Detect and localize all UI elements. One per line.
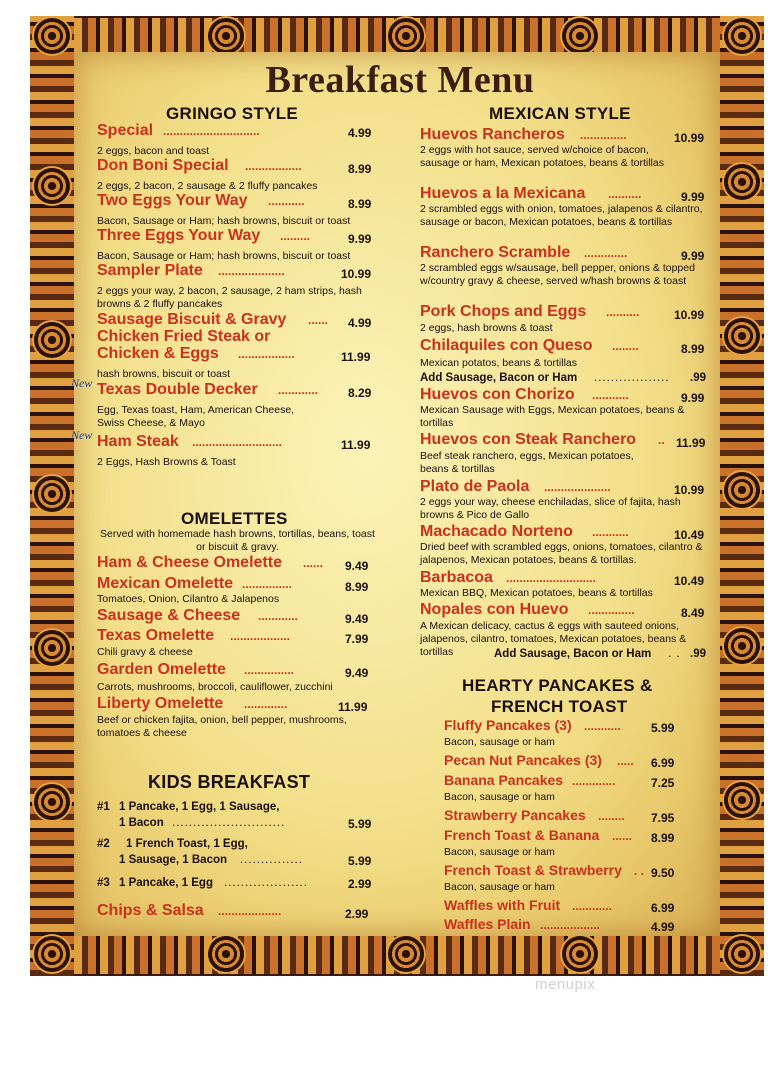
kids-item-number: #1 — [97, 801, 110, 813]
leader-dots: .................. — [540, 918, 601, 932]
leader-dots: ................... — [218, 904, 282, 918]
kids-item-price: 5.99 — [348, 817, 372, 831]
border-medallion-icon — [724, 936, 760, 972]
border-medallion-icon — [388, 936, 424, 972]
border-medallion-icon — [34, 18, 70, 54]
leader-dots: ........... — [584, 719, 621, 733]
mexican-item-name: Huevos a la Mexicana — [420, 185, 586, 202]
border-medallion-icon — [208, 936, 244, 972]
gringo-item-name: Three Eggs Your Way — [97, 227, 261, 244]
pancake-item-name: Pecan Nut Pancakes (3) — [444, 752, 602, 768]
omelettes-note: Served with homemade hash browns, tortillas, beans, toast or biscuit & gravy. — [100, 528, 375, 553]
mexican-item-desc: A Mexican delicacy, cactus & eggs with sauteed onions, jalapenos, cilantro, tomatoes, Mexican potatoes, beans & tortillas — [420, 620, 687, 658]
pancake-item-name: Waffles with Fruit — [444, 897, 561, 913]
pancake-item-desc: Bacon, sausage or ham — [444, 736, 555, 748]
pancake-item-name: French Toast & Strawberry — [444, 862, 622, 878]
omelette-item-desc: Chili gravy & cheese — [97, 646, 193, 658]
leader-dots: ............ — [278, 383, 319, 397]
leader-dots: .................. — [594, 372, 670, 384]
mexican-addon-price: .99 — [690, 648, 706, 660]
gringo-item-price: 8.29 — [348, 386, 372, 400]
leader-dots: .................... — [218, 264, 285, 278]
leader-dots: ............... — [240, 854, 303, 866]
omelette-item-price: 8.99 — [345, 580, 369, 594]
leader-dots: .................... — [224, 877, 308, 889]
gringo-item-name: Sausage Biscuit & Gravy — [97, 311, 287, 328]
pancake-item-price: 7.25 — [651, 776, 675, 790]
chips-name: Chips & Salsa — [97, 902, 204, 919]
pancakes-heading: HEARTY PANCAKES & — [462, 676, 653, 695]
menu-title: Breakfast Menu — [265, 59, 535, 101]
gringo-item-desc: Bacon, Sausage or Ham; hash browns, biscuit or toast — [97, 250, 351, 262]
border-medallion-icon — [562, 936, 598, 972]
mexican-item-price: 10.99 — [674, 483, 705, 497]
kids-item-number: #2 — [97, 838, 110, 850]
border-medallion-icon — [208, 18, 244, 54]
omelette-item-price: 11.99 — [338, 700, 368, 714]
mexican-item-price: 9.99 — [681, 249, 705, 263]
mexican-item-name: Huevos con Steak Ranchero — [420, 431, 637, 448]
mexican-item-price: 10.99 — [674, 308, 705, 322]
mexican-item-price: 10.49 — [674, 574, 705, 588]
mexican-item-desc: 2 eggs, hash browns & toast — [420, 322, 553, 334]
gringo-item-price: 4.99 — [348, 126, 372, 140]
omelette-item-name: Garden Omelette — [97, 661, 226, 678]
mexican-item-desc: Mexican potatos, beans & tortillas — [420, 357, 577, 369]
border-medallion-icon — [724, 628, 760, 664]
leader-dots: ............... — [244, 663, 295, 677]
mexican-item-price: 8.99 — [681, 342, 705, 356]
gringo-item-price: 4.99 — [348, 316, 372, 330]
kids-item-line: 1 Bacon — [119, 817, 164, 829]
mexican-item-desc: Mexican BBQ, Mexican potatoes, beans & tortillas — [420, 587, 653, 599]
leader-dots: ............ — [258, 609, 299, 623]
leader-dots: ...... — [612, 829, 633, 843]
border-medallion-icon — [724, 318, 760, 354]
omelette-item-name: Sausage & Cheese — [97, 607, 241, 624]
mexican-item-name: Barbacoa — [420, 569, 493, 586]
leader-dots: ........................... — [192, 435, 283, 449]
omelettes-heading: OMELETTES — [181, 509, 288, 528]
omelette-item-name: Liberty Omelette — [97, 695, 224, 712]
border-medallion-icon — [34, 936, 70, 972]
border-medallion-icon — [34, 322, 70, 358]
leader-dots: .......... — [608, 187, 642, 201]
border-medallion-icon — [34, 630, 70, 666]
omelette-item-price: 9.49 — [345, 559, 369, 573]
gringo-item-price: 11.99 — [341, 350, 371, 364]
new-badge: New — [71, 428, 93, 442]
mexican-item-desc: Beef steak ranchero, eggs, Mexican potatoes, beans & tortillas — [420, 450, 634, 475]
leader-dots: ...... — [308, 313, 329, 327]
pancake-item-name: Waffles Plain — [444, 916, 531, 932]
kids-item-price: 5.99 — [348, 854, 372, 868]
mexican-item-name: Pork Chops and Eggs — [420, 303, 587, 320]
pancake-item-name: Strawberry Pancakes — [444, 807, 586, 823]
leader-dots: ................. — [238, 347, 295, 361]
pancake-item-price: 8.99 — [651, 831, 675, 845]
leader-dots: ........... — [592, 388, 629, 402]
mexican-item-name: Huevos Rancheros — [420, 126, 565, 143]
mexican-addon-price: .99 — [690, 372, 706, 384]
mexican-item-price: 11.99 — [676, 436, 706, 450]
pancakes-heading-line2: FRENCH TOAST — [491, 697, 628, 716]
pancake-item-desc: Bacon, sausage or ham — [444, 881, 555, 893]
mexican-item-price: 10.49 — [674, 528, 705, 542]
mexican-item-price: 9.99 — [681, 190, 705, 204]
mexican-item-price: 10.99 — [674, 131, 705, 145]
mexican-item-name: Nopales con Huevo — [420, 601, 569, 618]
border-medallion-icon — [724, 18, 760, 54]
mexican-addon: Add Sausage, Bacon or Ham — [494, 648, 652, 660]
mexican-item-price: 8.49 — [681, 606, 705, 620]
omelette-item-price: 9.49 — [345, 612, 369, 626]
leader-dots: ............... — [242, 577, 293, 591]
gringo-heading: GRINGO STYLE — [166, 104, 299, 123]
leader-dots: .................. — [230, 629, 291, 643]
pancake-item-desc: Bacon, sausage or ham — [444, 846, 555, 858]
leader-dots: ........................... — [506, 571, 597, 585]
leader-dots: ........ — [612, 339, 639, 353]
leader-dots: .............. — [580, 128, 627, 142]
leader-dots: ...... — [303, 556, 324, 570]
mexican-item-name: Plato de Paola — [420, 478, 530, 495]
border-medallion-icon — [34, 784, 70, 820]
omelette-item-name: Ham & Cheese Omelette — [97, 554, 282, 571]
kids-item-price: 2.99 — [348, 877, 372, 891]
leader-dots: ............. — [244, 697, 288, 711]
omelette-item-price: 7.99 — [345, 632, 369, 646]
gringo-item-name: Sampler Plate — [97, 262, 203, 279]
leader-dots: ........... — [268, 194, 305, 208]
leader-dots: ............................. — [163, 124, 260, 138]
mexican-heading: MEXICAN STYLE — [489, 104, 631, 123]
border-medallion-icon — [388, 18, 424, 54]
pancake-item-price: 7.95 — [651, 811, 675, 825]
kids-item-line: 1 French Toast, 1 Egg, — [126, 838, 248, 850]
kids-item-number: #3 — [97, 877, 110, 889]
mexican-item-name: Ranchero Scramble — [420, 244, 571, 261]
border-medallion-icon — [724, 782, 760, 818]
mexican-item-desc: Dried beef with scrambled eggs, onions, tomatoes, cilantro & jalapenos, Mexican potatoes, beans & tortillas. — [420, 541, 703, 566]
mexican-item-name: Huevos con Chorizo — [420, 386, 575, 403]
gringo-item-name: Ham Steak — [97, 433, 179, 450]
leader-dots: .............. — [588, 603, 635, 617]
gringo-item-price: 8.99 — [348, 162, 372, 176]
gringo-item-desc: 2 Eggs, Hash Browns & Toast — [97, 456, 236, 468]
kids-item-line: 1 Pancake, 1 Egg — [119, 877, 213, 889]
leader-dots: ............. — [584, 246, 628, 260]
kids-heading: KIDS BREAKFAST — [148, 772, 311, 792]
gringo-item-name: Two Eggs Your Way — [97, 192, 248, 209]
border-medallion-icon — [34, 168, 70, 204]
leader-dots: .......... — [606, 305, 640, 319]
omelette-item-desc: Beef or chicken fajita, onion, bell pepper, mushrooms, tomatoes & cheese — [97, 714, 347, 739]
pancake-item-name: French Toast & Banana — [444, 827, 600, 843]
gringo-item-name-line2: Chicken & Eggs — [97, 345, 219, 362]
pancake-item-name: Fluffy Pancakes (3) — [444, 717, 572, 733]
pancake-item-desc: Bacon, sausage or ham — [444, 791, 555, 803]
pancake-item-price: 6.99 — [651, 756, 675, 770]
mexican-item-desc: 2 scrambled eggs with onion, tomatoes, jalapenos & cilantro, sausage or bacon, Mexican potatoes, beans & tortillas — [420, 203, 703, 228]
leader-dots: .................... — [544, 480, 611, 494]
leader-dots: ........ — [598, 809, 625, 823]
omelette-item-price: 9.49 — [345, 666, 369, 680]
border-medallion-icon — [724, 472, 760, 508]
mexican-item-desc: 2 eggs your way, cheese enchiladas, slice of fajita, hash browns & Pico de Gallo — [420, 496, 681, 521]
omelette-item-name: Texas Omelette — [97, 627, 215, 644]
pancake-item-name: Banana Pancakes — [444, 772, 564, 788]
kids-item-line: 1 Pancake, 1 Egg, 1 Sausage, — [119, 801, 280, 813]
gringo-item-price: 9.99 — [348, 232, 372, 246]
gringo-item-desc: 2 eggs, bacon and toast — [97, 145, 210, 157]
leader-dots: ......... — [280, 229, 311, 243]
leader-dots: ............ — [572, 899, 613, 913]
gringo-item-desc: hash browns, biscuit or toast — [97, 368, 231, 380]
pancake-item-price: 5.99 — [651, 721, 675, 735]
gringo-item-name: Special — [97, 122, 154, 139]
gringo-item-desc: 2 eggs your way, 2 bacon, 2 sausage, 2 ham strips, hash browns & 2 fluffy pancakes — [97, 285, 362, 310]
mexican-item-price: 9.99 — [681, 391, 705, 405]
mexican-item-name: Machacado Norteno — [420, 523, 573, 540]
gringo-item-desc: 2 eggs, 2 bacon, 2 sausage & 2 fluffy pancakes — [97, 180, 318, 192]
gringo-item-price: 8.99 — [348, 197, 372, 211]
mexican-item-desc: 2 scrambled eggs w/sausage, bell pepper, onions & topped w/country gravy & cheese, served w/hash browns & toast — [420, 262, 695, 287]
border-medallion-icon — [34, 476, 70, 512]
gringo-item-desc: Egg, Texas toast, Ham, American Cheese, Swiss Cheese, & Mayo — [97, 404, 295, 429]
kids-item-line: 1 Sausage, 1 Bacon — [119, 854, 228, 866]
leader-dots: ............. — [572, 774, 616, 788]
border-medallion-icon — [562, 18, 598, 54]
omelette-item-desc: Tomatoes, Onion, Cilantro & Jalapenos — [97, 593, 280, 605]
gringo-item-name: Chicken Fried Steak or — [97, 328, 271, 345]
gringo-item-price: 10.99 — [341, 267, 372, 281]
leader-dots: ........................... — [172, 817, 286, 829]
gringo-item-name: Don Boni Special — [97, 157, 229, 174]
leader-dots: . . — [634, 864, 645, 878]
pancake-item-price: 4.99 — [651, 920, 675, 934]
pancake-item-price: 6.99 — [651, 901, 675, 915]
omelette-item-desc: Carrots, mushrooms, broccoli, cauliflower, zucchini — [97, 681, 333, 693]
gringo-item-name: Texas Double Decker — [97, 381, 258, 398]
new-badge: New — [71, 376, 93, 390]
border-medallion-icon — [724, 164, 760, 200]
leader-dots: . . — [668, 648, 681, 660]
omelette-item-name: Mexican Omelette — [97, 575, 234, 592]
chips-price: 2.99 — [345, 907, 369, 921]
mexican-item-desc: Mexican Sausage with Eggs, Mexican potatoes, beans & tortillas — [420, 404, 685, 429]
mexican-addon: Add Sausage, Bacon or Ham — [420, 372, 578, 384]
mexican-item-desc: 2 eggs with hot sauce, served w/choice of bacon, sausage or ham, Mexican potatoes, beans & tortillas — [420, 144, 664, 169]
gringo-item-price: 11.99 — [341, 438, 371, 452]
pancake-item-price: 9.50 — [651, 866, 675, 880]
leader-dots: ..... — [617, 754, 634, 768]
leader-dots: ........... — [592, 525, 629, 539]
watermark: menupix — [535, 976, 596, 993]
leader-dots: .. — [658, 433, 665, 447]
mexican-item-name: Chilaquiles con Queso — [420, 337, 593, 354]
leader-dots: ................. — [245, 159, 302, 173]
gringo-item-desc: Bacon, Sausage or Ham; hash browns, biscuit or toast — [97, 215, 351, 227]
